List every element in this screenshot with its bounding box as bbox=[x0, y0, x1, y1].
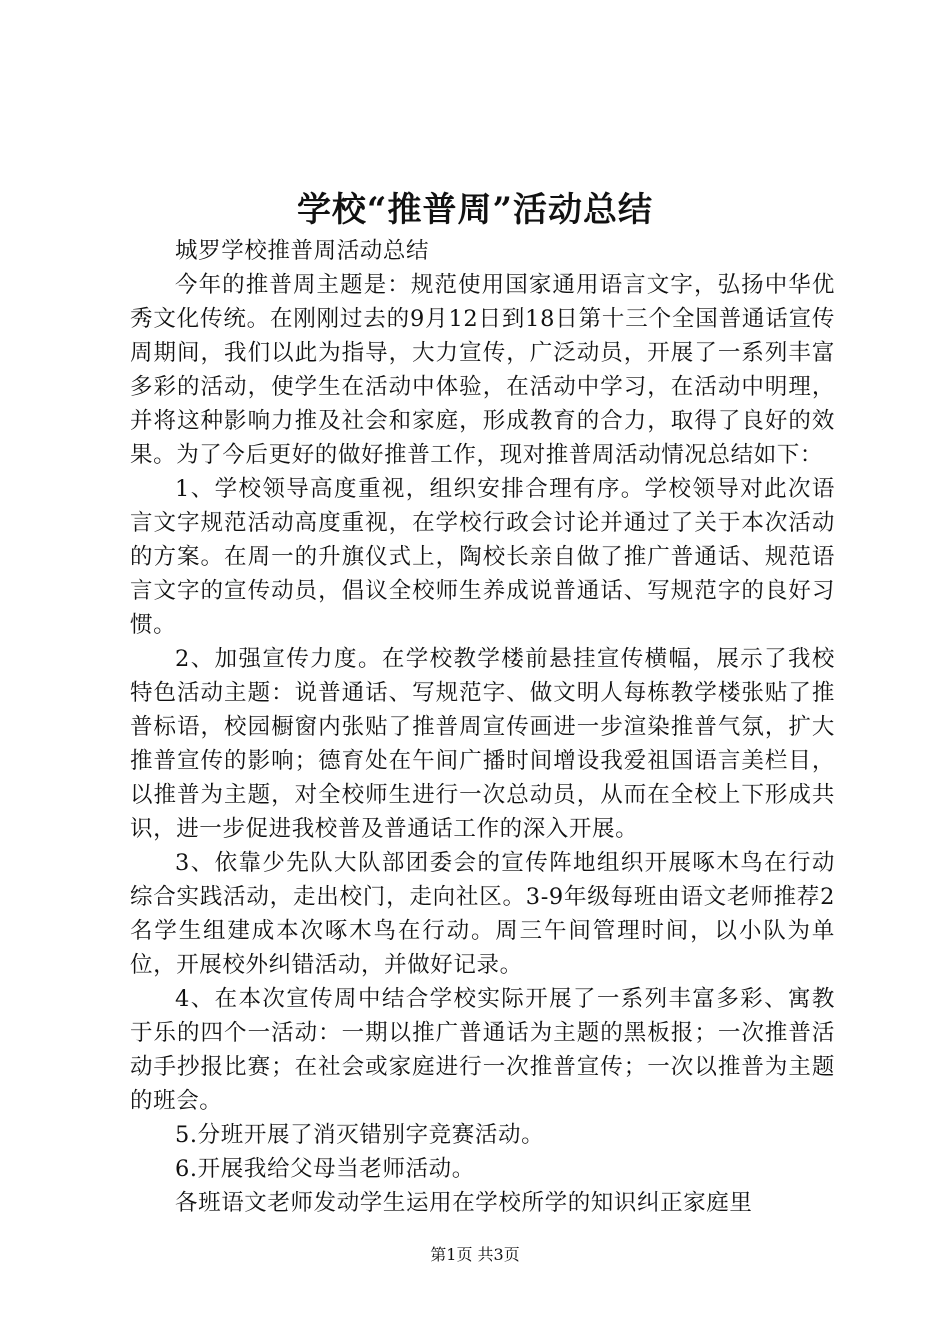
paragraph-item-5: 5.分班开展了消灭错别字竞赛活动。 bbox=[175, 1122, 545, 1148]
paragraph-item-1: 1、学校领导高度重视，组织安排合理有序。学校领导对此次语言文字规范活动高度重视，在学校行政会讨论并通过了关于本次活动的方案。在周一的升旗仪式上，陶校长亲自做了推广普通话、规范语言文字的宣传动员，倡议全校师生养成说普通话、写规范字的良好习惯。 bbox=[130, 476, 835, 638]
paragraph-continued: 各班语文老师发动学生运用在学校所学的知识纠正家庭里 bbox=[175, 1190, 753, 1216]
page-number-footer: 第1页 共3页 bbox=[430, 1245, 520, 1264]
paragraph-item-2: 2、加强宣传力度。在学校教学楼前悬挂宣传横幅，展示了我校特色活动主题：说普通话、写规范字、做文明人每栋教学楼张贴了推普标语，校园橱窗内张贴了推普周宣传画进一步渲染推普气氛，扩大推普宣传的影响；德育处在午间广播时间增设我爱祖国语言美栏目，以推普为主题，对全校师生进行一次总动员，从而在全校上下形成共识，进一步促进我校普及普通话工作的深入开展。 bbox=[130, 646, 835, 842]
paragraph-intro: 今年的推普周主题是：规范使用国家通用语言文字，弘扬中华优秀文化传统。在刚刚过去的9月12日到18日第十三个全国普通话宣传周期间，我们以此为指导，大力宣传，广泛动员，开展了一系列丰富多彩的活动，使学生在活动中体验，在活动中学习，在活动中明理，并将这种影响力推及社会和家庭，形成教育的合力，取得了良好的效果。为了今后更好的做好推普工作，现对推普周活动情况总结如下： bbox=[130, 272, 835, 468]
document-body bbox=[130, 234, 835, 1220]
document-title: 学校“推普周”活动总结 bbox=[296, 190, 654, 230]
paragraph-item-3: 3、依靠少先队大队部团委会的宣传阵地组织开展啄木鸟在行动综合实践活动，走出校门，走向社区。3-9年级每班由语文老师推荐2名学生组建成本次啄木鸟在行动。周三午间管理时间，以小队为单位，开展校外纠错活动，并做好记录。 bbox=[130, 850, 835, 978]
paragraph-item-4: 4、在本次宣传周中结合学校实际开展了一系列丰富多彩、寓教于乐的四个一活动：一期以推广普通话为主题的黑板报；一次推普活动手抄报比赛；在社会或家庭进行一次推普宣传；一次以推普为主题的班会。 bbox=[130, 986, 835, 1114]
paragraph-item-6: 6.开展我给父母当老师活动。 bbox=[175, 1156, 475, 1182]
paragraph-subtitle: 城罗学校推普周活动总结 bbox=[175, 238, 430, 264]
